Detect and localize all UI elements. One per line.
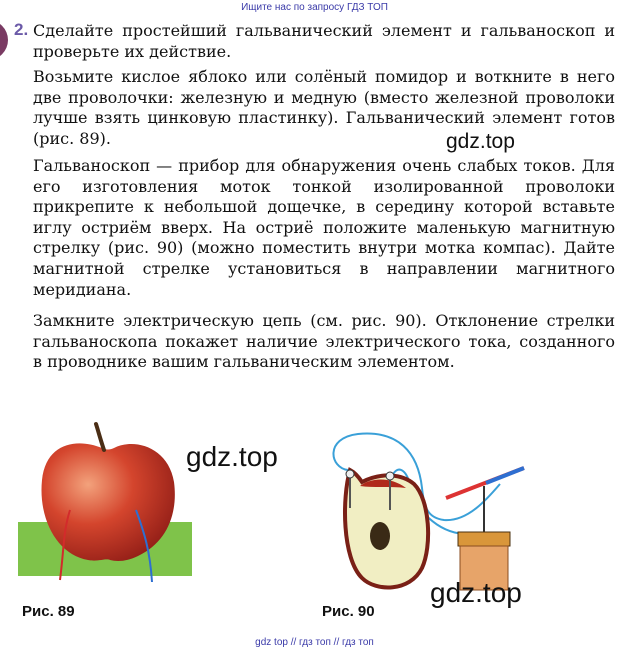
- watermark: gdz.top: [186, 441, 278, 472]
- exercise-task: Сделайте простейший гальванический элемент и гальваноскоп и проверьте их действие.: [33, 21, 615, 61]
- watermark: gdz.top: [430, 577, 522, 608]
- wire-coil: [458, 532, 510, 546]
- page-edge-tab: [0, 20, 8, 60]
- apple: [41, 443, 174, 561]
- exercise-number: 2.: [14, 20, 29, 39]
- bottom-links[interactable]: gdz top // гдз топ // гдз топ: [255, 637, 374, 648]
- electrode-left-head: [346, 470, 354, 478]
- apple-seed: [370, 522, 390, 550]
- circuit-instructions: Замкните электрическую цепь (см. рис. 90). Отклонение стрелки гальваноскопа покажет наличие электрического тока, созданного в проводнике вашим гальваническим элементом.: [33, 311, 615, 372]
- electrode-right-head: [386, 472, 394, 480]
- figure-90-caption: Рис. 90: [322, 603, 375, 620]
- figure-89-apple: [18, 420, 194, 590]
- top-search-link[interactable]: Ищите нас по запросу ГДЗ ТОП: [241, 2, 388, 13]
- apple-stem: [96, 424, 104, 450]
- galvanoscope-description: Гальваноскоп — прибор для обнаружения очень слабых токов. Для его изготовления моток тонкой изолированной проволоки прикрепите к небольшой дощечке, в середину которой вставьте иглу остриём вверх. На остриё положите маленькую магнитную стрелку (рис. 90) (можно поместить внутри мотка компас). Дайте магнитной стрелке установиться в направлении магнитного меридиана.: [33, 156, 615, 299]
- watermark: gdz.top: [446, 130, 515, 153]
- figure-89-caption: Рис. 89: [22, 603, 75, 620]
- apple-cell-instructions: Возьмите кислое яблоко или солёный помидор и воткните в него две проволочки: железную и медную (вместо железной проволоки лучше взять цинковую пластинку). Гальванический элемент готов (рис. 89).: [33, 67, 615, 148]
- magnetic-needle-south: [486, 468, 524, 483]
- figure-90-galvanoscope: [318, 428, 528, 596]
